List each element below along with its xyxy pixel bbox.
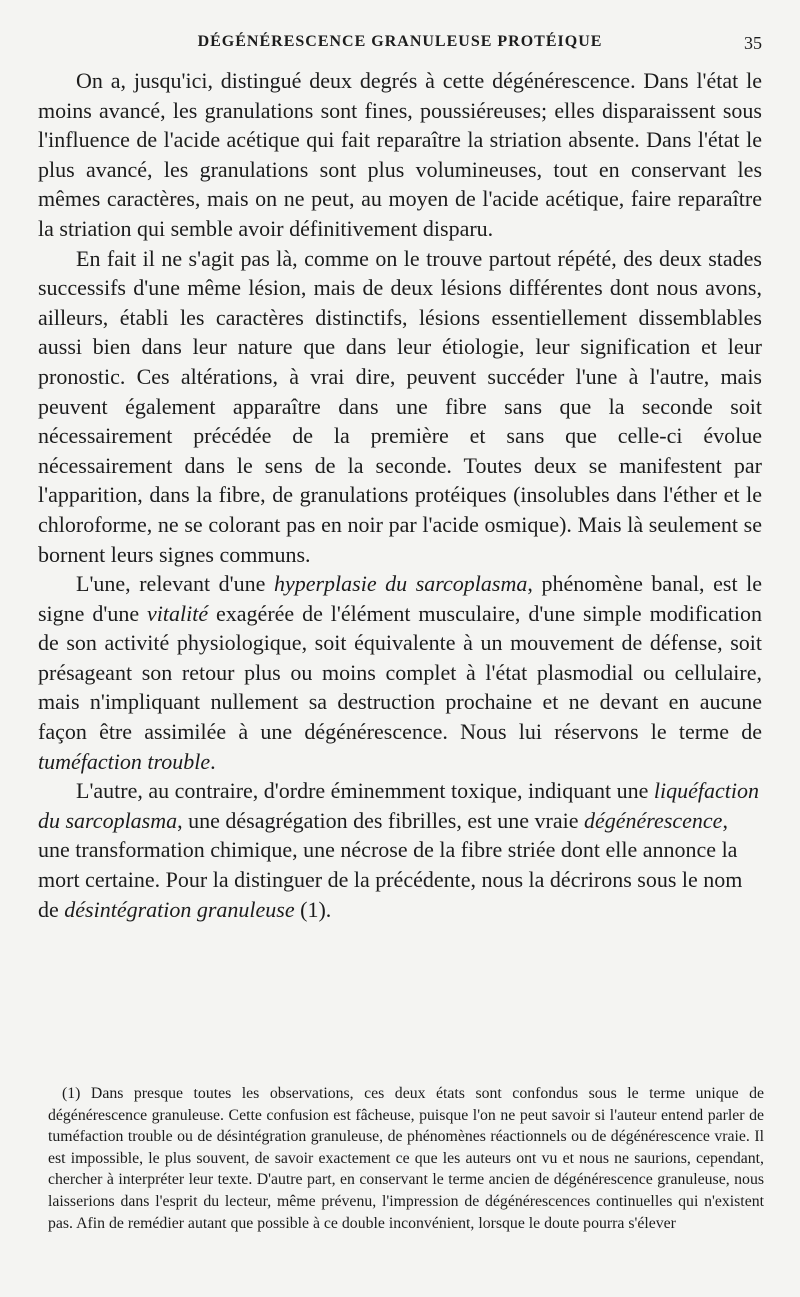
emphasis-liquefaction: liquéfaction du sarcoplasma	[38, 778, 759, 833]
emphasis-desintegration: désintégration granuleuse	[64, 896, 295, 922]
paragraph-4-text: (1).	[294, 896, 332, 922]
main-text	[38, 66, 762, 924]
running-header	[38, 33, 762, 57]
paragraph-3-text: .	[210, 748, 216, 774]
footnote	[48, 1083, 764, 1234]
paragraph-3-text: exagérée de l'élément musculaire, d'une simple modification de son activité physiologique, soit équivalente à un mouvement de défense, soit présageant son retour plus ou moins complet à l'état plasmodial ou cellulaire, mais n'impliquant nullement sa destruction prochaine et ne devant en aucune façon être assimilée à une dégénérescence. Nous lui réservons le terme de	[38, 600, 762, 745]
page-number: 35	[744, 33, 762, 53]
paragraph-1: On a, jusqu'ici, distingué deux degrés à cette dégénérescence. Dans l'état le moins avancé, les granulations sont fines, poussiéreuses; elles disparaissent sous l'influence de l'acide acétique qui fait reparaître la striation absente. Dans l'état le plus avancé, les granulations sont plus volumineuses, tout en conservant les mêmes caractères, mais on ne peut, au moyen de l'acide acétique, faire reparaître la striation qui semble avoir définitivement disparu.	[38, 68, 762, 241]
paragraph-4-text: , une transformation chimique, une nécrose de la fibre striée dont elle annonce la mort certaine. Pour la distinguer de la précédente, nous la décrirons sous le nom de	[38, 807, 743, 922]
paragraph-4	[38, 776, 762, 924]
emphasis-hyperplasie: hyperplasie du sarcoplasma	[273, 571, 528, 597]
footnote-text: (1) Dans presque toutes les observations, ces deux états sont confondus sous le terme unique de dégénérescence granuleuse. Cette confusion est fâcheuse, puisque l'on ne peut savoir si l'auteur entend parler de tuméfaction trouble ou de désintégration granuleuse, de phénomènes réactionnels ou de dégénérescence vraie. Il est impossible, le plus souvent, de savoir exactement ce que les auteurs ont vu et nous ne saurions, cependant, chercher à interpréter leur texte. D'autre part, en conservant le terme ancien de dégénérescence granuleuse, nous laisserions dans l'esprit du lecteur, même prévenu, l'impression de dégénérescences continuelles qui n'existent pas. Afin de remédier autant que possible à ce double inconvénient, lorsque le doute pourra s'élever	[48, 1085, 764, 1232]
running-title: DÉGÉNÉRESCENCE GRANULEUSE PROTÉIQUE	[197, 33, 603, 50]
emphasis-degenerescence: dégénérescence	[584, 807, 723, 833]
emphasis-vitalite: vitalité	[147, 600, 209, 626]
emphasis-tumefaction: tuméfaction trouble	[38, 748, 211, 774]
paragraph-4-text: L'autre, au contraire, d'ordre éminemment toxique, indiquant une	[76, 778, 654, 804]
paragraph-2: En fait il ne s'agit pas là, comme on le trouve partout répété, des deux stades successifs d'une même lésion, mais de deux lésions différentes dont nous avons, ailleurs, établi les caractères distinctifs, lésions essentiellement dissemblables aussi bien dans leur nature que dans leur étiologie, leur signification et leur pronostic. Ces altérations, à vrai dire, peuvent succéder l'une à l'autre, mais peuvent également apparaître dans une fibre sans que la seconde soit nécessairement précédée de la première et sans que celle-ci évolue nécessairement dans le sens de la seconde. Toutes deux se manifestent par l'apparition, dans la fibre, de granulations protéiques (insolubles dans l'éther et le chloroforme, ne se colorant pas en noir par l'acide osmique). Mais là seulement se bornent leurs signes communs.	[38, 245, 762, 567]
paragraph-4-text: , une désagrégation des fibrilles, est une vraie	[177, 807, 585, 833]
paragraph-3	[38, 569, 762, 776]
paragraph-3-text: , phénomène banal, est le signe d'une	[38, 571, 763, 626]
paragraph-3-text: L'une, relevant d'une	[76, 571, 274, 597]
